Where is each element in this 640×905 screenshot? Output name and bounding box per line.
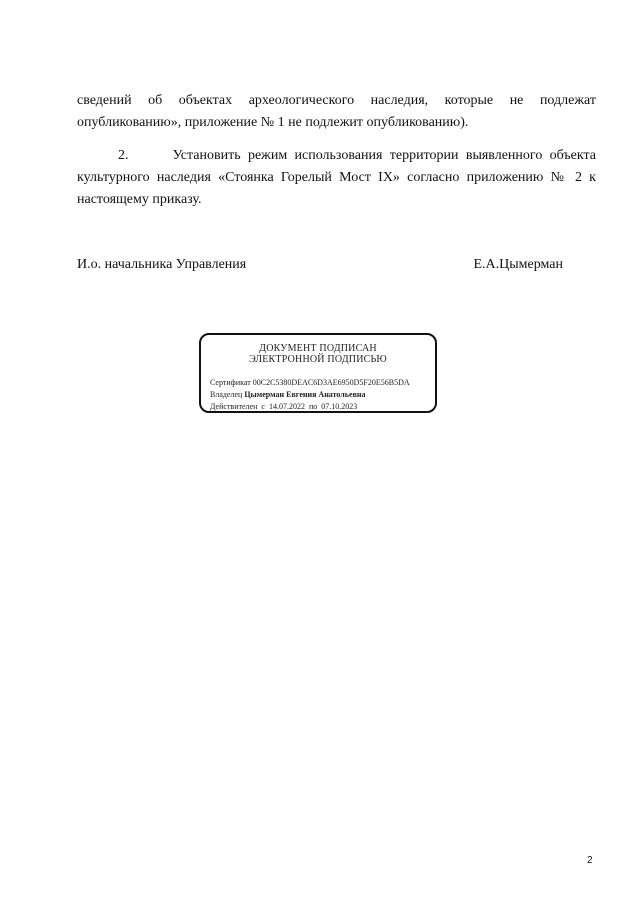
owner-value: Цымерман Евгения Анатольевна <box>244 390 366 399</box>
certificate-label: Сертификат <box>210 378 251 387</box>
validity-to-label: по <box>308 402 318 411</box>
signatory-title: И.о. начальника Управления <box>77 257 247 272</box>
signatory-name: Е.А.Цымерман <box>473 257 563 272</box>
item-2-paragraph <box>77 145 596 211</box>
stamp-owner <box>210 390 366 400</box>
certificate-value: 00C2C5380DEAC6D3AE6950D5F20E56B5DA <box>252 378 410 387</box>
item-2-number: 2. <box>118 148 129 163</box>
validity-to: 07.10.2023 <box>321 402 358 411</box>
electronic-signature-stamp <box>199 333 437 413</box>
validity-from-label: с <box>261 402 265 411</box>
stamp-heading-line1: ДОКУМЕНТ ПОДПИСАН <box>259 343 377 354</box>
paragraph-continuation: сведений об объектах археологического наследия, которые не подлежат опубликованию», приложение № 1 не подлежит опубликованию). <box>77 93 596 130</box>
stamp-validity <box>210 402 357 412</box>
validity-from: 14.07.2022 <box>268 402 305 411</box>
stamp-heading-line2: ЭЛЕКТРОННОЙ ПОДПИСЬЮ <box>249 354 387 365</box>
item-2-text: Установить режим использования территории выявленного объекта культурного наследия «Стоянка Горелый Мост IX» согласно приложению № 2 к настоящему приказу. <box>77 148 597 207</box>
stamp-certificate <box>210 378 410 388</box>
page-number: 2 <box>587 855 593 866</box>
owner-label: Владелец <box>210 390 243 399</box>
validity-label: Действителен <box>210 402 258 411</box>
